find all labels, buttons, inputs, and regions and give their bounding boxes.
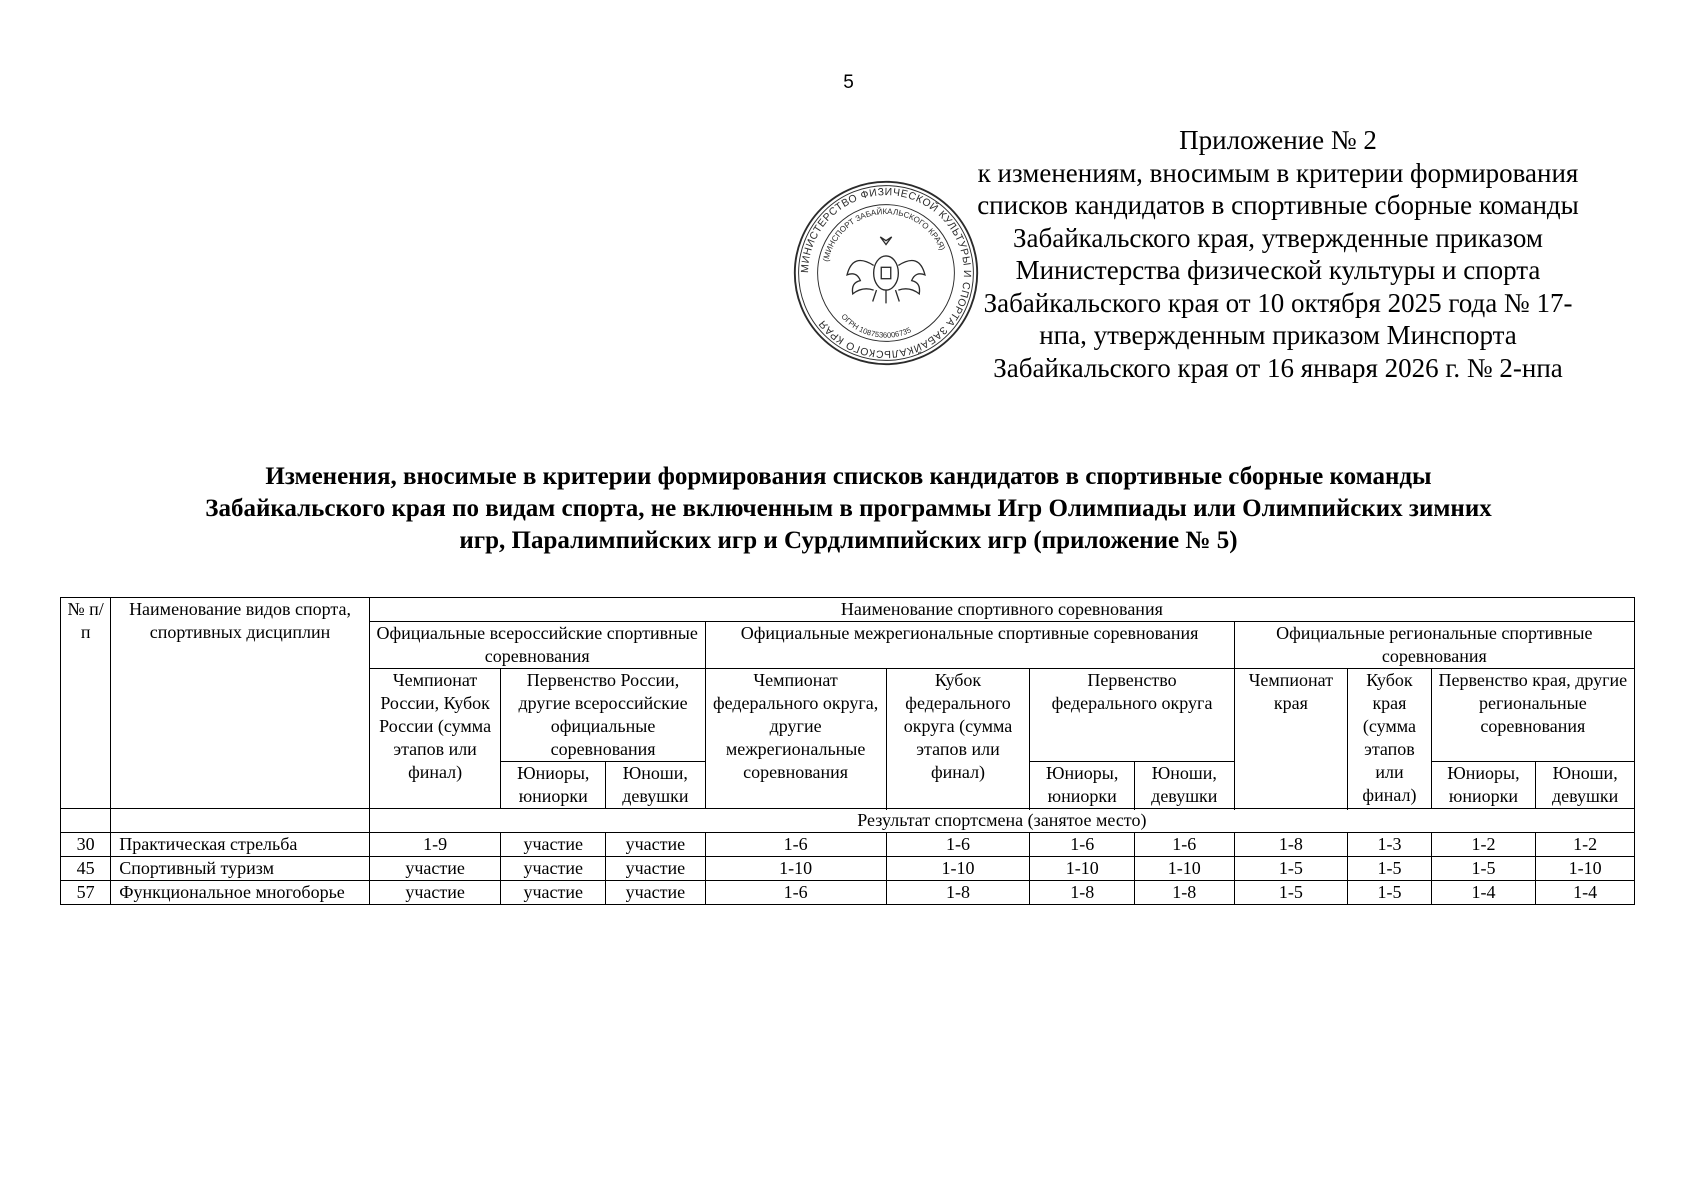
table-cell: 1-8 xyxy=(1135,881,1235,905)
table-cell: 1-10 xyxy=(886,857,1030,881)
table-cell: 1-8 xyxy=(1234,833,1348,857)
header-group-all-russian: Официальные всероссийские спортивные соревнования xyxy=(369,622,705,669)
table-cell: 1-5 xyxy=(1234,881,1348,905)
table-cell: 1-5 xyxy=(1431,857,1536,881)
appendix-line: Министерства физической культуры и спорта xyxy=(1015,255,1541,285)
header-competition: Наименование спортивного соревнования xyxy=(369,598,1634,622)
seal-outer-text: МИНИСТЕРСТВО ФИЗИЧЕСКОЙ КУЛЬТУРЫ И СПОРТА ЗАБАЙКАЛЬСКОГО КРАЯ xyxy=(799,187,972,359)
table-cell: 1-6 xyxy=(705,833,886,857)
row-num: 57 xyxy=(61,881,111,905)
header-championship-russia: Чемпионат России, Кубок России (сумма этапов или финал) xyxy=(369,669,501,809)
header-first-russia: Первенство России, другие всероссийские официальные соревнования xyxy=(501,669,705,762)
table-cell: 1-2 xyxy=(1431,833,1536,857)
header-juniors: Юниоры, юниорки xyxy=(1030,762,1135,809)
criteria-table xyxy=(60,597,1635,905)
table-cell: участие xyxy=(606,857,706,881)
row-sport-name: Спортивный туризм xyxy=(111,857,369,881)
appendix-line: к изменениям, вносимым в критерии формирования xyxy=(977,157,1579,188)
table-cell: 1-5 xyxy=(1234,857,1348,881)
table-cell: 1-5 xyxy=(1348,881,1431,905)
table-cell: 1-6 xyxy=(705,881,886,905)
table-row xyxy=(61,881,1635,905)
table-cell: участие xyxy=(606,833,706,857)
header-fed-first: Первенство федерального округа xyxy=(1030,669,1234,762)
header-youths: Юноши, девушки xyxy=(1135,762,1235,809)
table-cell: 1-5 xyxy=(1348,857,1431,881)
document-title-line: игр, Паралимпийских игр и Сурдлимпийских игр (приложение № 5) xyxy=(459,527,1238,554)
header-group-regional: Официальные региональные спортивные соревнования xyxy=(1234,622,1634,669)
table-cell: участие xyxy=(369,881,501,905)
header-region-cup: Кубок края (сумма этапов или финал) xyxy=(1348,669,1431,809)
table-cell: 1-10 xyxy=(1536,857,1635,881)
table-cell: 1-10 xyxy=(1135,857,1235,881)
table-cell: 1-9 xyxy=(369,833,501,857)
coat-of-arms-icon xyxy=(847,237,925,304)
table-cell: 1-8 xyxy=(1030,881,1135,905)
table-row xyxy=(61,857,1635,881)
seal-ogrn-text: ОГРН 1087536006735 xyxy=(839,311,913,340)
table-cell: участие xyxy=(501,881,606,905)
appendix-line: Забайкальского края, утвержденные приказом xyxy=(1013,222,1543,253)
document-title-line: Забайкальского края по видам спорта, не включенным в программы Игр Олимпиады или Олимпийских зимних xyxy=(205,495,1492,522)
row-sport-name: Практическая стрельба xyxy=(111,833,369,857)
document-title xyxy=(60,461,1637,557)
appendix-line: нпа, утвержденным приказом Минспорта xyxy=(1039,320,1517,350)
header-fed-championship: Чемпионат федерального округа, другие межрегиональные соревнования xyxy=(705,669,886,809)
table-cell: 1-10 xyxy=(705,857,886,881)
header-group-interregional: Официальные межрегиональные спортивные соревнования xyxy=(705,622,1234,669)
table-row xyxy=(61,833,1635,857)
table-cell: 1-6 xyxy=(886,833,1030,857)
header-result-row: Результат спортсмена (занятое место) xyxy=(369,809,1634,833)
appendix-line: Забайкальского края от 16 января 2026 г. № 2-нпа xyxy=(993,352,1563,383)
document-title-line: Изменения, вносимые в критерии формирования списков кандидатов в спортивные сборные команды xyxy=(265,463,1432,490)
header-juniors: Юниоры, юниорки xyxy=(501,762,606,809)
header-region-championship: Чемпионат края xyxy=(1234,669,1348,809)
header-juniors: Юниоры, юниорки xyxy=(1431,762,1536,809)
table-cell: 1-4 xyxy=(1431,881,1536,905)
appendix-line: Приложение № 2 xyxy=(1179,125,1377,155)
row-sport-name: Функциональное многоборье xyxy=(111,881,369,905)
table-cell: участие xyxy=(369,857,501,881)
table-cell: 1-10 xyxy=(1030,857,1135,881)
table-cell: 1-3 xyxy=(1348,833,1431,857)
table-cell: 1-6 xyxy=(1135,833,1235,857)
table-cell: участие xyxy=(501,833,606,857)
table-cell: 1-8 xyxy=(886,881,1030,905)
svg-text:ОГРН 1087536006735 xyxy=(839,312,912,340)
appendix-block xyxy=(928,124,1628,384)
header-youths: Юноши, девушки xyxy=(1536,762,1635,809)
header-region-first: Первенство края, другие региональные соревнования xyxy=(1431,669,1634,762)
header-fed-cup: Кубок федерального округа (сумма этапов или финал) xyxy=(886,669,1030,809)
header-num: № п/п xyxy=(61,598,111,809)
table-cell: 1-4 xyxy=(1536,881,1635,905)
seal-inner-text: (МИНСПОРТ ЗАБАЙКАЛЬСКОГО КРАЯ) xyxy=(821,207,948,263)
page-number: 5 xyxy=(843,72,854,93)
header-youths: Юноши, девушки xyxy=(606,762,706,809)
row-num: 30 xyxy=(61,833,111,857)
table-cell: участие xyxy=(606,881,706,905)
table-cell: 1-2 xyxy=(1536,833,1635,857)
appendix-line: списков кандидатов в спортивные сборные команды xyxy=(977,190,1579,220)
appendix-line: Забайкальского края от 10 октября 2025 года № 17- xyxy=(983,287,1573,318)
table-cell: участие xyxy=(501,857,606,881)
row-num: 45 xyxy=(61,857,111,881)
header-sport: Наименование видов спорта, спортивных дисциплин xyxy=(111,598,369,809)
table-cell: 1-6 xyxy=(1030,833,1135,857)
